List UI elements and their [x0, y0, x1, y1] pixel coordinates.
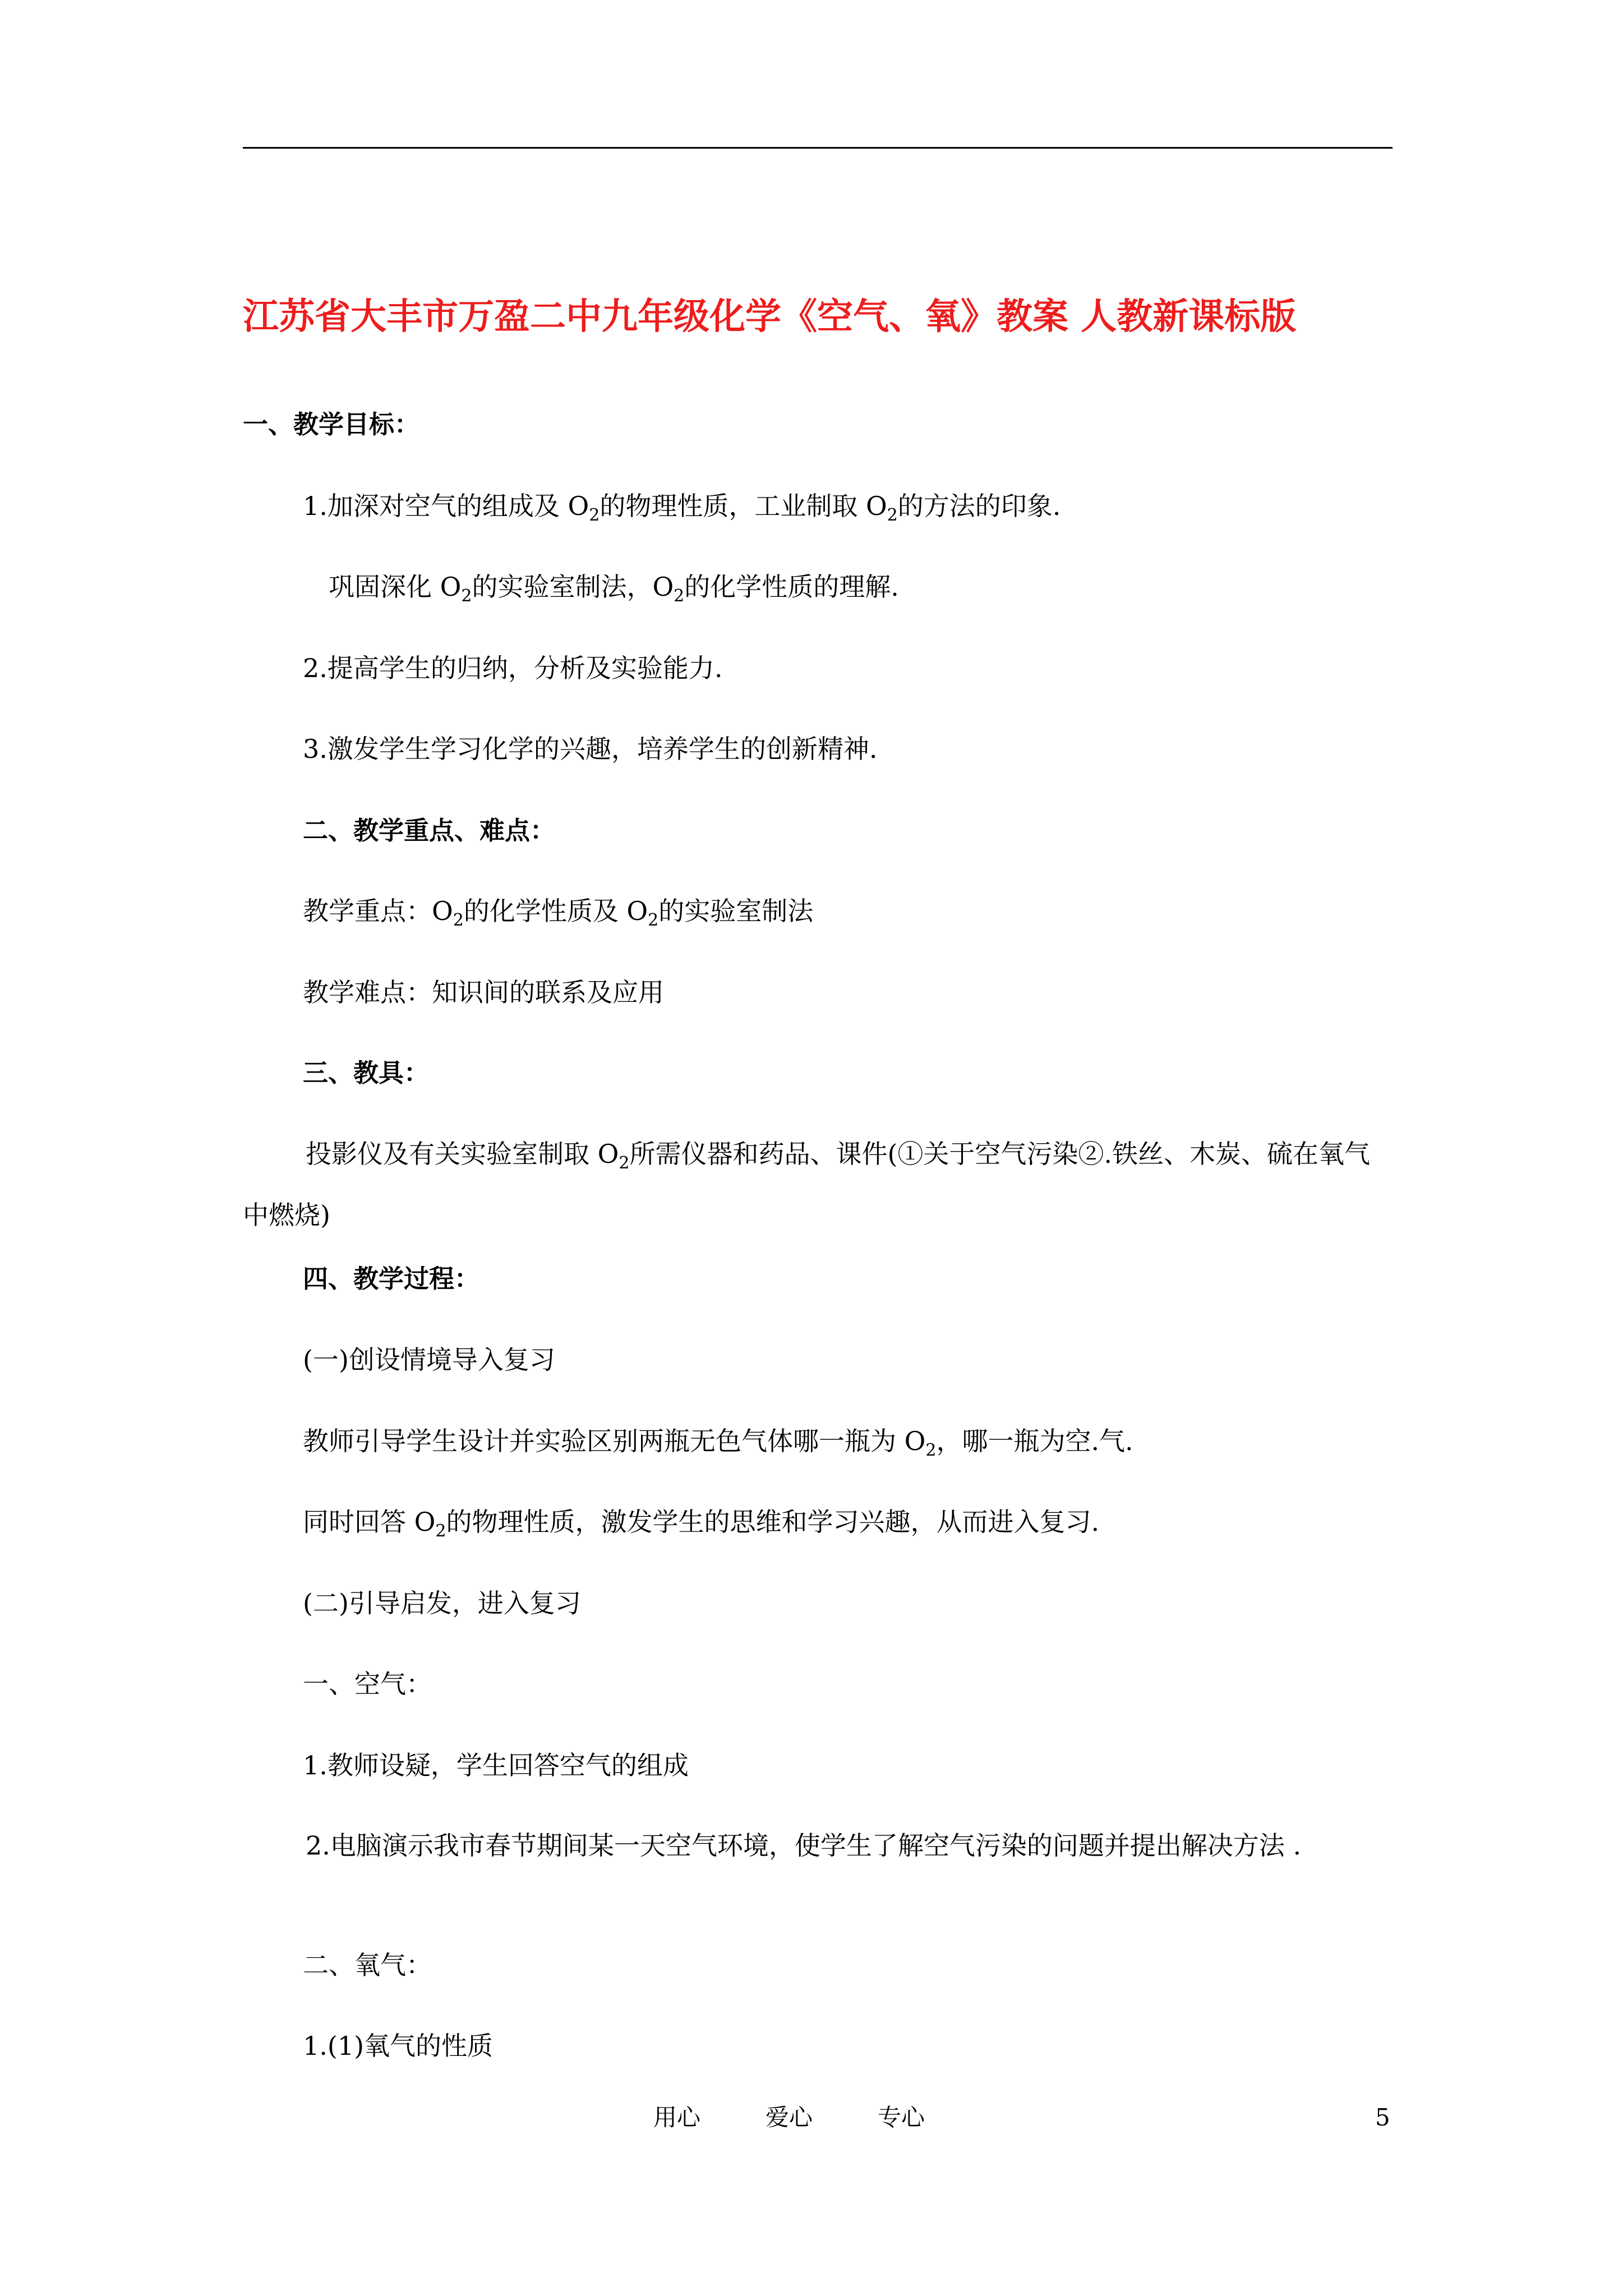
footer-motto-3: 专心	[878, 2104, 925, 2131]
oxygen-heading: 二、氧气：	[303, 1950, 432, 1980]
process-part-1-line-1-text-b: ，哪一瓶为空.气.	[936, 1426, 1133, 1456]
page-number: 5	[1375, 2104, 1390, 2131]
oxygen-item-1: 1.(1)氧气的性质	[303, 2031, 494, 2061]
section-heading-objectives: 一、教学目标：	[243, 409, 420, 439]
air-item-1: 1.教师设疑，学生回答空气的组成	[303, 1750, 689, 1780]
subscript: 2	[674, 586, 685, 606]
difficulty-point: 教学难点：知识间的联系及应用	[303, 977, 664, 1007]
objective-1b-text-b: 的实验室制法，O	[472, 572, 674, 602]
process-part-1-line-1-text-a: 教师引导学生设计并实验区别两瓶无色气体哪一瓶为 O	[303, 1426, 926, 1456]
air-heading: 一、空气：	[303, 1669, 432, 1699]
key-point-text-c: 的实验室制法	[658, 896, 814, 926]
tools-text-a: 投影仪及有关实验室制取 O	[306, 1139, 619, 1169]
key-point	[303, 891, 813, 940]
subscript: 2	[461, 586, 472, 606]
process-part-1-line-2-text-a: 同时回答 O	[303, 1507, 436, 1537]
subscript: 2	[619, 1153, 630, 1173]
document-title: 江苏省大丰市万盈二中九年级化学《空气、氧》教案 人教新课标版	[243, 296, 1297, 338]
section-heading-tools: 三、教具：	[303, 1058, 430, 1088]
objective-1-text-c: 的方法的印象.	[897, 491, 1061, 521]
subscript: 2	[589, 505, 600, 525]
objective-1-text-a: 1.加深对空气的组成及 O	[303, 491, 589, 521]
objective-1b	[329, 567, 899, 616]
section-heading-process: 四、教学过程：	[303, 1264, 480, 1294]
subscript: 2	[925, 1441, 937, 1460]
process-part-1-line-1	[303, 1421, 1133, 1470]
tools-text-b: 所需仪器和药品、课件(①关于空气污染②.铁丝、木炭、硫在氧气中燃烧)	[243, 1139, 1371, 1230]
subscript: 2	[453, 910, 464, 930]
objective-1	[303, 486, 1061, 535]
footer-motto-2: 爱心	[766, 2104, 813, 2131]
process-part-2-title: (二)引导启发，进入复习	[303, 1588, 581, 1618]
header-rule	[243, 147, 1393, 149]
objective-3: 3.激发学生学习化学的兴趣，培养学生的创新精神.	[303, 734, 878, 764]
footer-motto-1: 用心	[653, 2104, 701, 2131]
process-part-1-title: (一)创设情境导入复习	[303, 1345, 555, 1375]
key-point-text-b: 的化学性质及 O	[463, 896, 648, 926]
subscript: 2	[648, 910, 659, 930]
subscript: 2	[887, 505, 898, 525]
objective-1-text-b: 的物理性质，工业制取 O	[600, 491, 887, 521]
subscript: 2	[435, 1521, 446, 1541]
section-heading-key-points: 二、教学重点、难点：	[303, 816, 556, 845]
process-part-1-line-2	[303, 1502, 1099, 1551]
objective-1b-text-a: 巩固深化 O	[329, 572, 462, 602]
objective-2: 2.提高学生的归纳，分析及实验能力.	[303, 653, 723, 683]
objective-1b-text-c: 的化学性质的理解.	[684, 572, 899, 602]
tools-paragraph	[243, 1128, 1390, 1241]
air-item-2: 2.电脑演示我市春节期间某一天空气环境，使学生了解空气污染的问题并提出解决方法 .	[306, 1830, 1302, 1861]
process-part-1-line-2-text-b: 的物理性质，激发学生的思维和学习兴趣，从而进入复习.	[446, 1507, 1100, 1537]
key-point-text-a: 教学重点：O	[303, 896, 453, 926]
